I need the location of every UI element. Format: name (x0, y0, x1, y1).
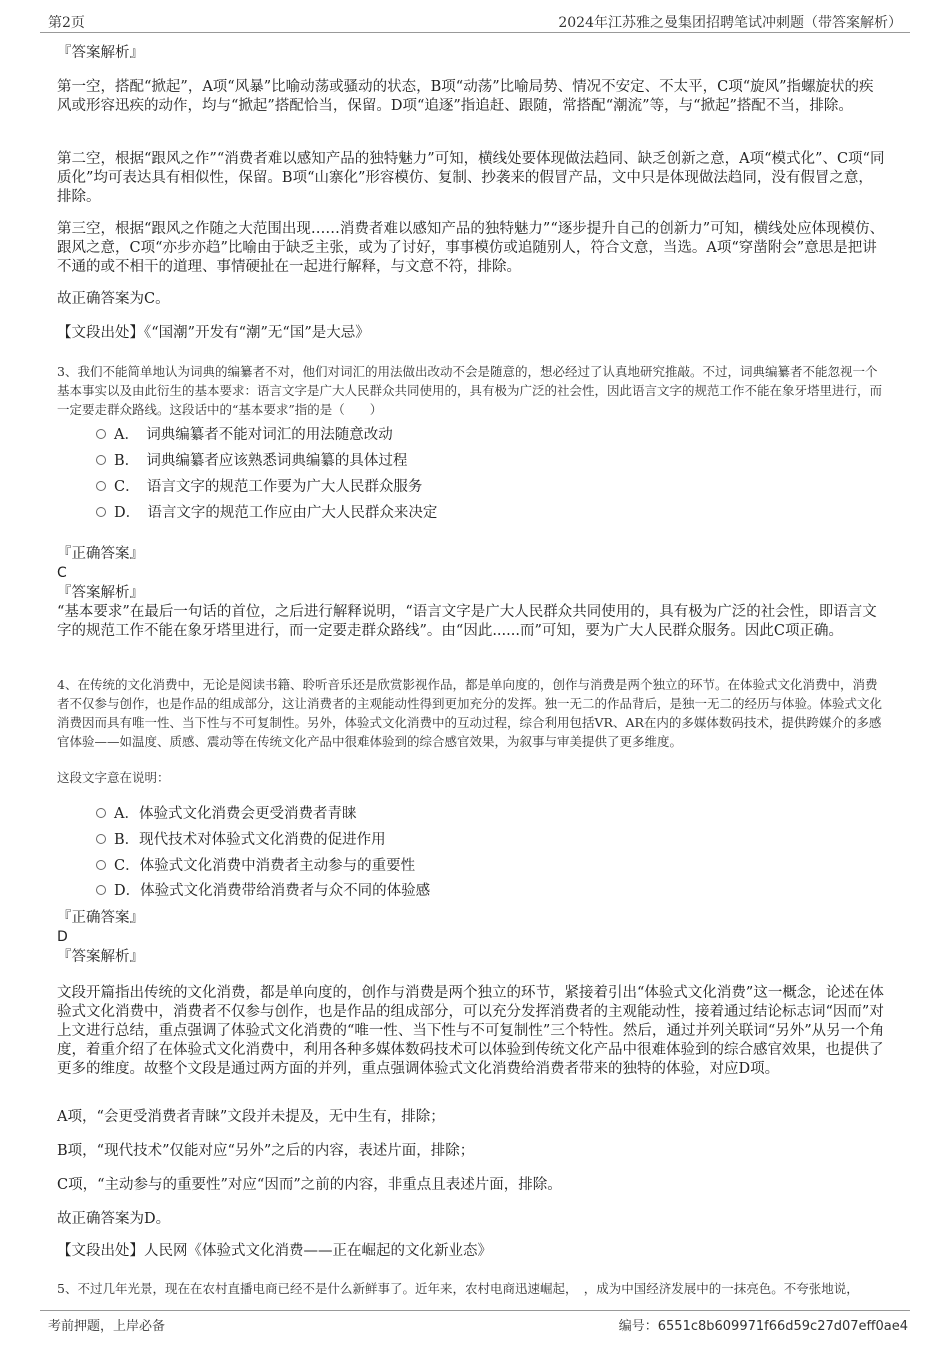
q4-stem: 4、在传统的文化消费中，无论是阅读书籍、聆听音乐还是欣赏影视作品，都是单向度的，创作与消费是两个独立的环节。在体验式文化消费中，消费者不仅参与创作，也是作品的组成部分，这让消费者的主观能动性得到更加充分的发挥。独一无二的作品背后，是独一无二的经历与体验。体验式文化消费因而具有唯一性、当下性与不可复制性。另外，体验式文化消费中的互动过程，综合利用包括VR、AR在内的多媒体数码技术，提供跨媒介的多感官体验——如温度、质感、震动等在传统文化产品中很难体验到的综合感官效果，为叙事与审美提供了更多维度。 (57, 677, 883, 749)
q4-option-b-label: B．现代技术对体验式文化消费的促进作用 (114, 832, 386, 848)
q4-correct-label: 『正确答案』 (57, 910, 144, 926)
q4-analysis-p1-wrap (57, 984, 887, 1079)
q4-conclusion-wrap (57, 1210, 887, 1229)
q4-source: 【文段出处】人民网《体验式文化消费——正在崛起的文化新业态》 (57, 1243, 492, 1259)
q2-source: 【文段出处】《“国潮”开发有“潮”无“国”是大忌》 (57, 325, 370, 341)
q2-analysis-p1: 第一空，搭配“掀起”，A项“风暴”比喻动荡或骚动的状态，B项“动荡”比喻局势、情况不安定、不太平，C项“旋风”指螺旋状的疾风或形容迅疾的动作，均与“掀起”搭配恰当，保留。D项“追逐”指追赶、跟随，常搭配“潮流”等，与“掀起”搭配不当，排除。 (57, 79, 874, 114)
q3-correct-wrap (57, 564, 887, 582)
radio-icon[interactable] (96, 834, 106, 844)
document-title: 2024年江苏雅之曼集团招聘笔试冲刺题（带答案解析） (558, 15, 902, 31)
q3-option-b-label: B． 词典编纂者应该熟悉词典编纂的具体过程 (114, 453, 408, 469)
q4-analysis-p3: B项，“现代技术”仅能对应“另外”之后的内容，表述片面，排除； (57, 1143, 475, 1159)
q4-analysis-p3-wrap (57, 1142, 887, 1161)
q4-prompt-wrap (57, 768, 887, 787)
q2-conclusion-wrap (57, 290, 887, 309)
q4-analysis-p2-wrap (57, 1108, 887, 1127)
radio-icon[interactable] (96, 507, 106, 517)
q3-correct-answer: C (57, 565, 67, 581)
q4-option-c[interactable] (96, 856, 415, 876)
q4-analysis-p2: A项，“会更受消费者青睐”文段并未提及，无中生有，排除； (57, 1109, 445, 1125)
page-footer (40, 1310, 910, 1333)
q3-stem-wrap (57, 362, 887, 419)
q3-analysis-label-wrap (57, 584, 887, 603)
q3-correct-label: 『正确答案』 (57, 546, 144, 562)
q4-analysis-p1: 文段开篇指出传统的文化消费，都是单向度的，创作与消费是两个独立的环节，紧接着引出“体验式文化消费”这一概念，论述在体验式文化消费中，消费者不仅参与创作，也是作品的组成部分，可以充分发挥消费者的主观能动性，接着通过结论标志词“因而”对上文进行总结，重点强调了体验式文化消费的“唯一性、当下性与不可复制性”三个特性。然后，通过并列关联词“另外”从另一个角度，着重介绍了在体验式文化消费中，利用各种多媒体数码技术可以体验到传统文化产品中很难体验到的综合感官效果，也提供了更多的维度。故整个文段是通过两方面的并列，重点强调体验式文化消费给消费者带来的独特的体验，对应D项。 (57, 985, 885, 1077)
q3-option-a[interactable] (96, 425, 393, 445)
q4-correct-answer: D (57, 929, 68, 945)
q3-option-c[interactable] (96, 477, 422, 497)
page-number: 第2页 (48, 15, 85, 31)
q3-option-c-label: C． 语言文字的规范工作要为广大人民群众服务 (114, 479, 423, 495)
q4-option-a[interactable] (96, 804, 356, 824)
q4-option-b[interactable] (96, 830, 386, 850)
q4-option-d[interactable] (96, 881, 430, 901)
q2-analysis-p1-wrap (57, 78, 887, 116)
q4-option-a-label: A．体验式文化消费会更受消费者青睐 (114, 806, 357, 822)
q4-analysis-p4: C项，“主动参与的重要性”对应“因而”之前的内容，非重点且表述片面，排除。 (57, 1177, 562, 1193)
footer-code (619, 1315, 908, 1334)
radio-icon[interactable] (96, 860, 106, 870)
q3-stem: 3、我们不能简单地认为词典的编纂者不对，他们对词汇的用法做出改动不会是随意的，想必经过了认真地研究推敲。不过，词典编纂者不能忽视一个基本事实以及由此衍生的基本要求：语言文字是广大人民群众共同使用的，具有极为广泛的社会性，因此语言文字的规范工作不能在象牙塔里进行，而一定要走群众路线。这段话中的“基本要求”指的是（ ） (57, 364, 883, 417)
radio-icon[interactable] (96, 808, 106, 818)
q3-correct-label-wrap (57, 545, 887, 564)
q3-option-a-label: A． 词典编纂者不能对词汇的用法随意改动 (114, 427, 393, 443)
q4-prompt: 这段文字意在说明： (57, 770, 170, 785)
q2-analysis-p3: 第三空，根据“跟风之作随之大范围出现……消费者难以感知产品的独特魅力”“逐步提升自己的创新力”可知，横线处应体现模仿、跟风之意，C项“亦步亦趋”比喻由于缺乏主张，或为了讨好，事事模仿或追随别人，符合文意，当选。A项“穿凿附会”意思是把讲不通的或不相干的道理、事情硬扯在一起进行解释，与文意不符，排除。 (57, 221, 885, 275)
q4-conclusion: 故正确答案为D。 (57, 1211, 171, 1227)
radio-icon[interactable] (96, 429, 106, 439)
q3-option-b[interactable] (96, 451, 407, 471)
q3-option-d[interactable] (96, 503, 437, 523)
radio-icon[interactable] (96, 455, 106, 465)
q3-analysis: “基本要求”在最后一句话的首位，之后进行解释说明，“语言文字是广大人民群众共同使用的，具有极为广泛的社会性，即语言文字的规范工作不能在象牙塔里进行，而一定要走群众路线”。由“因此......而”可知，要为广大人民群众服务。因此C项正确。 (57, 604, 877, 639)
q2-analysis-p2: 第二空，根据“跟风之作”“消费者难以感知产品的独特魅力”可知，横线处要体现做法趋同、缺乏创新之意，A项“模式化”、C项“同质化”均可表达具有相似性，保留。B项“山寨化”形容模仿、复制、抄袭来的假冒产品，文中只是体现做法趋同，没有假冒之意，排除。 (57, 151, 885, 205)
q4-correct-wrap (57, 928, 887, 946)
page-header (40, 12, 910, 33)
q3-option-d-label: D． 语言文字的规范工作应由广大人民群众来决定 (114, 505, 438, 521)
footer-slogan: 考前押题，上岸必备 (48, 1319, 166, 1334)
q2-analysis-p3-wrap (57, 220, 887, 277)
q3-analysis-wrap (57, 603, 887, 641)
q4-correct-label-wrap (57, 909, 887, 928)
q4-stem-wrap (57, 675, 887, 751)
q3-analysis-label: 『答案解析』 (57, 585, 144, 601)
q4-option-d-label: D．体验式文化消费带给消费者与众不同的体验感 (114, 883, 431, 899)
q2-analysis-p2-wrap (57, 150, 887, 207)
q2-analysis-label-wrap (57, 44, 887, 63)
q4-analysis-p4-wrap (57, 1176, 887, 1195)
q2-analysis-label: 『答案解析』 (57, 45, 144, 61)
radio-icon[interactable] (96, 885, 106, 895)
q4-analysis-label-wrap (57, 948, 887, 967)
q4-analysis-label: 『答案解析』 (57, 949, 144, 965)
q2-conclusion: 故正确答案为C。 (57, 291, 170, 307)
q4-source-wrap (57, 1242, 887, 1261)
footer-code-label: 编号： (618, 1319, 658, 1334)
q5-stem: 5、不过几年光景，现在在农村直播电商已经不是什么新鲜事了。近年来，农村电商迅速崛起， ，成为中国经济发展中的一抹亮色。不夸张地说， (57, 1281, 859, 1296)
radio-icon[interactable] (96, 481, 106, 491)
footer-code-value: 6551c8b609971f66d59c27d07eff0ae4 (657, 1319, 908, 1334)
q4-option-c-label: C．体验式文化消费中消费者主动参与的重要性 (114, 858, 416, 874)
q5-stem-wrap (57, 1279, 887, 1298)
q2-source-wrap (57, 324, 887, 343)
